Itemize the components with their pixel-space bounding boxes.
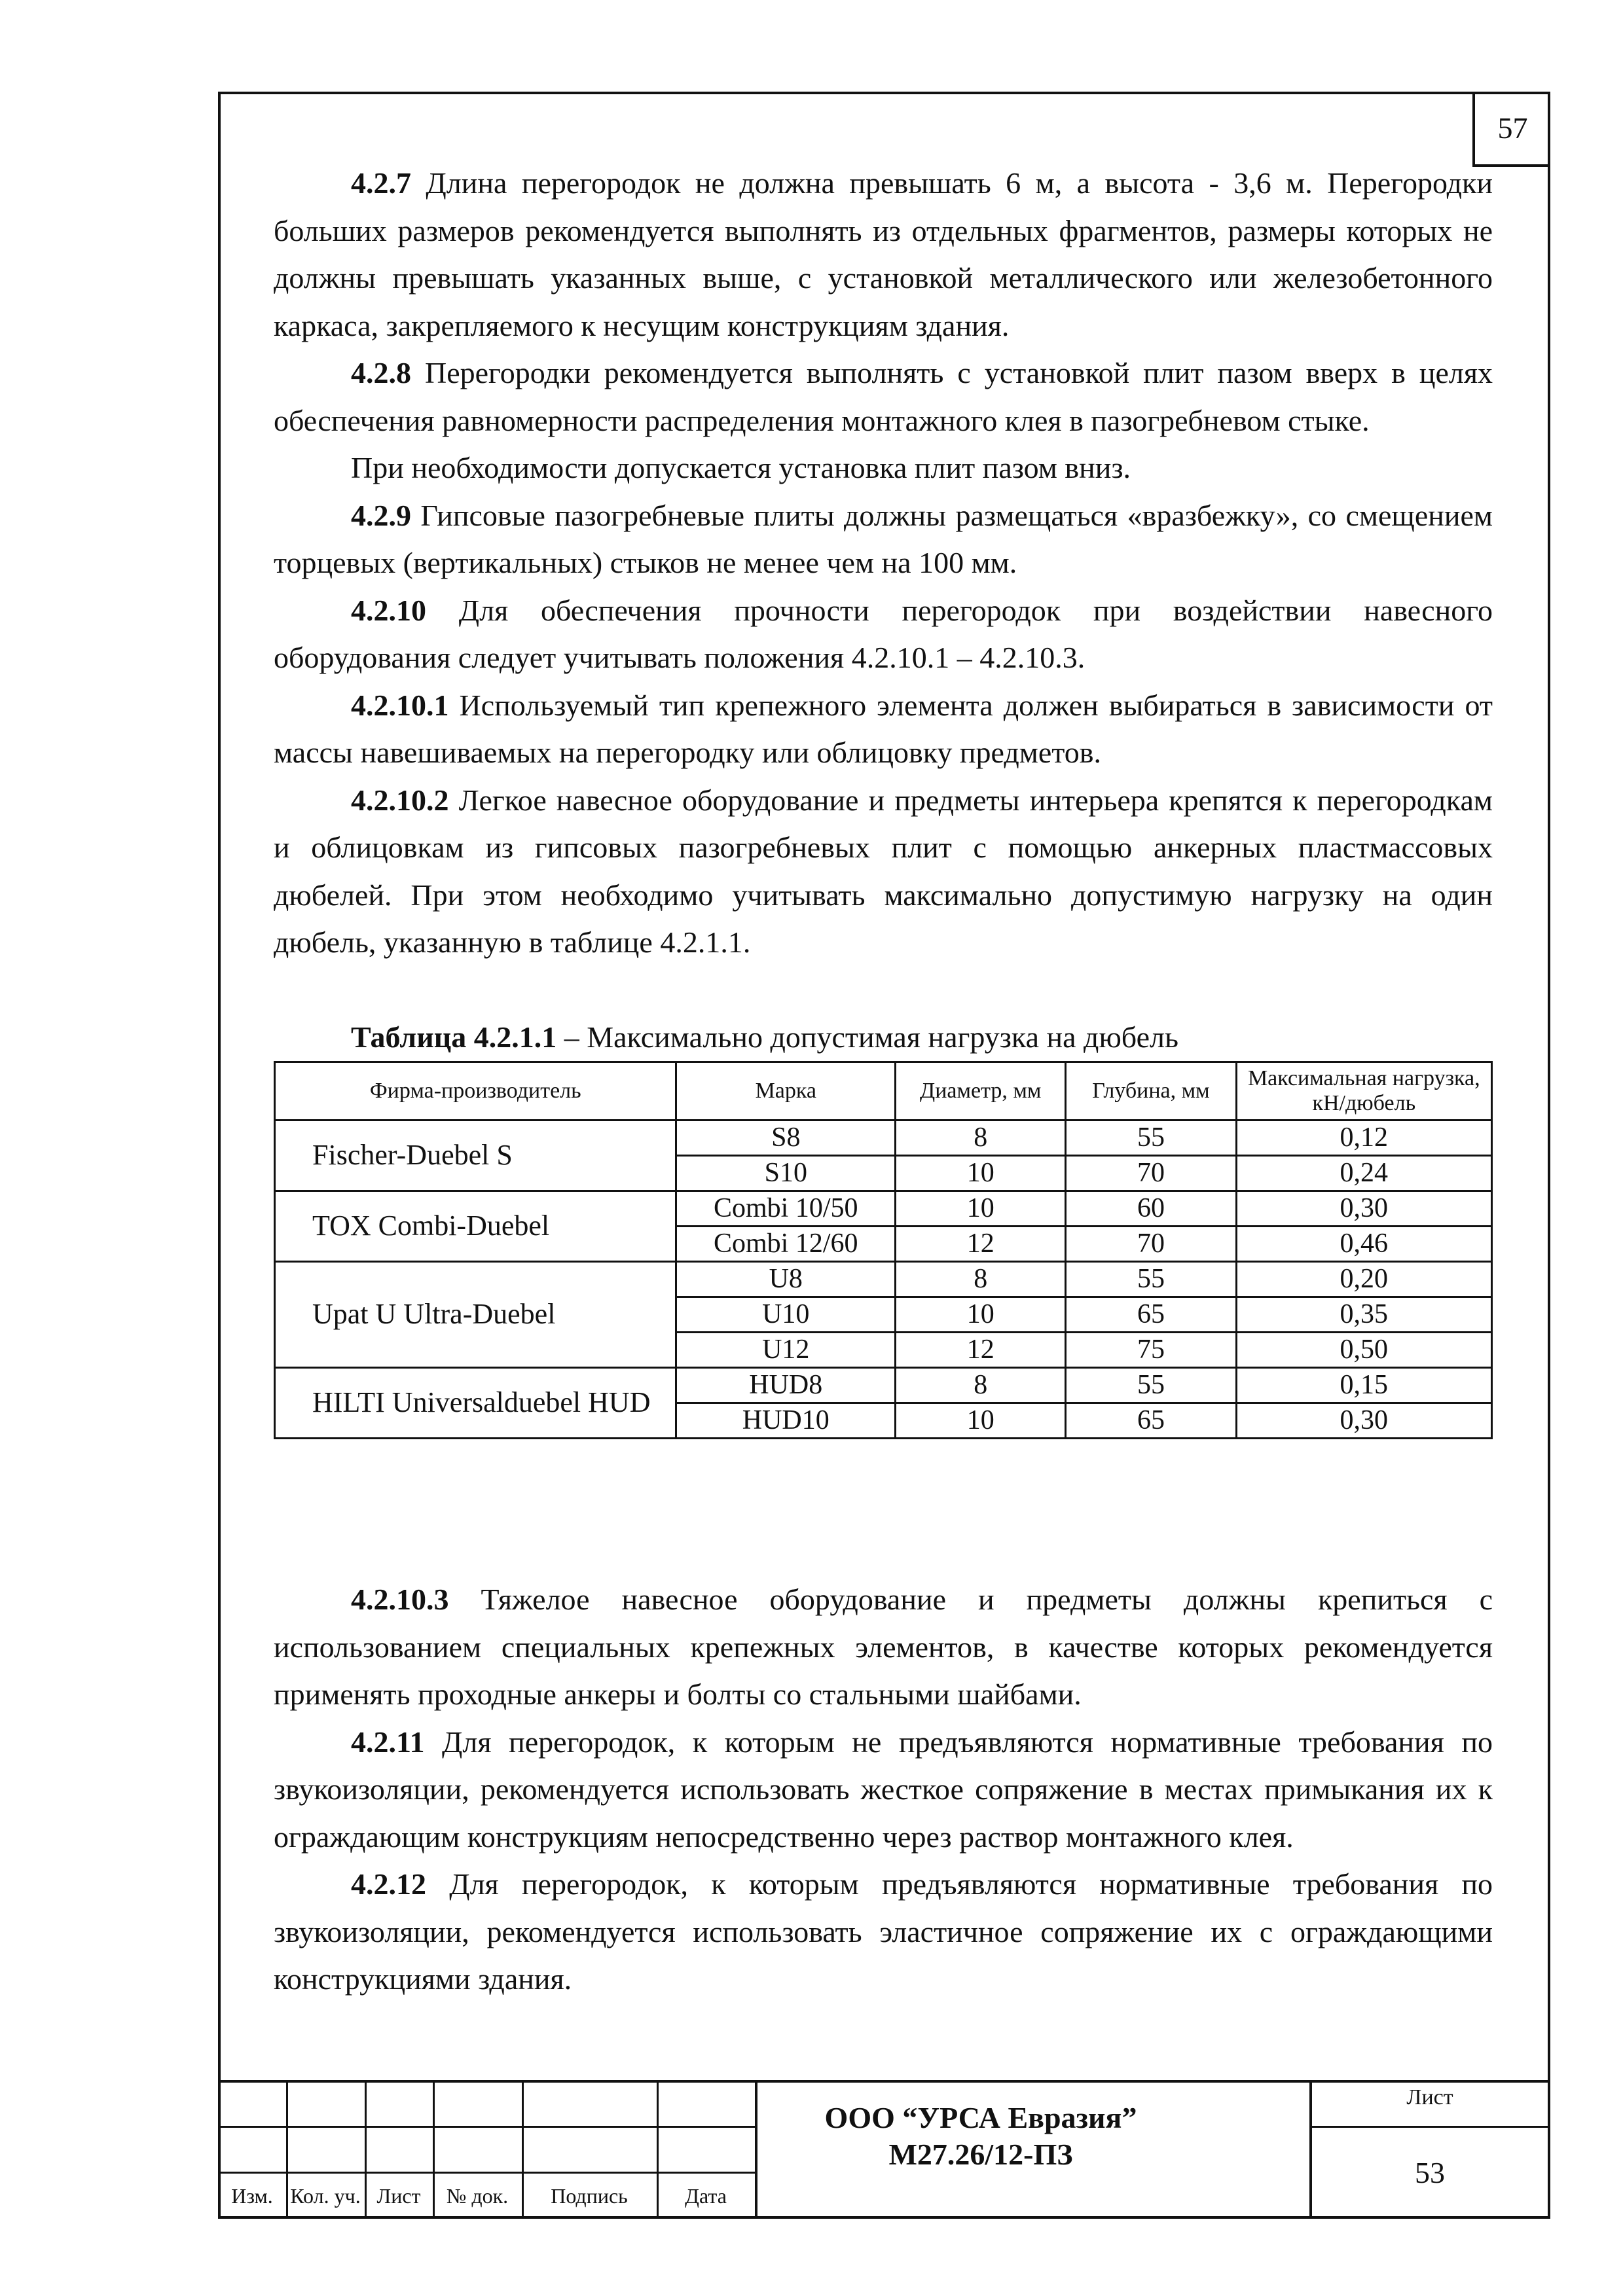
paragraph-4-2-11: 4.2.11 Для перегородок, к которым не предъявляются нормативные требования по звукоизоляции, рекомендуется использовать жесткое сопряжение в местах примыкания их к ограждающим конструкциям непосредственно через раствор монтажного клея. [274, 1725, 1493, 1854]
table-cell: 65 [1066, 1297, 1236, 1332]
paragraph-4-2-7: 4.2.7 Длина перегородок не должна превышать 6 м, а высота - 3,6 м. Перегородки больших размеров рекомендуется выполнять из отдельных фрагментов, размеры которых не должны превышать указанных выше, с установкой металлического или железобетонного каркаса, закрепляемого к несущим конструкциям здания. [274, 166, 1493, 342]
table-cell: 10 [896, 1403, 1066, 1438]
body-text-after-table [274, 1576, 1493, 2003]
table-cell: 0,24 [1236, 1155, 1491, 1191]
table-cell: S8 [676, 1120, 896, 1155]
table-cell: 0,50 [1236, 1332, 1491, 1367]
table-header-row [275, 1062, 1492, 1120]
col-label-date: Дата [685, 2184, 727, 2208]
header-brand: Марка [676, 1062, 896, 1120]
table-cell: Combi 10/50 [676, 1191, 896, 1226]
header-diameter: Диаметр, мм [896, 1062, 1066, 1120]
organization-name [755, 2100, 1207, 2173]
table-cell: 12 [896, 1226, 1066, 1261]
table-cell: 55 [1066, 1120, 1236, 1155]
sheet-label: Лист [1406, 2085, 1453, 2109]
firm-cell: TOX Combi-Duebel [275, 1191, 676, 1261]
table-cell: U10 [676, 1297, 896, 1332]
org-title: ООО “УРСА Евразия” [824, 2101, 1137, 2134]
table-cell: 0,20 [1236, 1261, 1491, 1297]
table-row [275, 1367, 1492, 1403]
table-cell: Combi 12/60 [676, 1226, 896, 1261]
table-cell: HUD10 [676, 1403, 896, 1438]
table-cell: 10 [896, 1191, 1066, 1226]
col-label-doc-num: № док. [446, 2184, 509, 2208]
table-row [275, 1191, 1492, 1226]
table-cell: 8 [896, 1261, 1066, 1297]
paragraph-note: При необходимости допускается установка плит пазом вниз. [351, 451, 1131, 484]
table-cell: 60 [1066, 1191, 1236, 1226]
table-row [275, 1261, 1492, 1297]
title-block [218, 2080, 1550, 2219]
paragraph-4-2-12: 4.2.12 Для перегородок, к которым предъявляются нормативные требования по звукоизоляции, рекомендуется использовать эластичное сопряжение их с ограждающими конструкциями здания. [274, 1867, 1493, 1996]
header-firm: Фирма-производитель [275, 1062, 676, 1120]
table-cell: 0,46 [1236, 1226, 1491, 1261]
table-cell: 65 [1066, 1403, 1236, 1438]
firm-cell: Fischer-Duebel S [275, 1120, 676, 1191]
table-cell: 0,35 [1236, 1297, 1491, 1332]
table-cell: 0,15 [1236, 1367, 1491, 1403]
table-cell: 0,30 [1236, 1191, 1491, 1226]
firm-cell: Upat U Ultra-Duebel [275, 1261, 676, 1367]
table-cell: 8 [896, 1367, 1066, 1403]
table-cell: 75 [1066, 1332, 1236, 1367]
header-max-load: Максимальная нагрузка, кН/дюбель [1236, 1062, 1491, 1120]
table-cell: 8 [896, 1120, 1066, 1155]
table-cell: 70 [1066, 1226, 1236, 1261]
table-caption: Таблица 4.2.1.1 – Максимально допустимая нагрузка на дюбель [351, 1020, 1178, 1054]
header-depth: Глубина, мм [1066, 1062, 1236, 1120]
paragraph-4-2-10: 4.2.10 Для обеспечения прочности перегородок при воздействии навесного оборудования следует учитывать положения 4.2.10.1 – 4.2.10.3. [274, 593, 1493, 674]
col-label-kol-uch: Кол. уч. [290, 2184, 361, 2208]
table-cell: 10 [896, 1297, 1066, 1332]
document-code: М27.26/12-ПЗ [888, 2138, 1073, 2171]
col-label-izm: Изм. [231, 2184, 273, 2208]
col-label-list: Лист [376, 2184, 421, 2208]
table-cell: 0,12 [1236, 1120, 1491, 1155]
body-text [274, 160, 1493, 1439]
col-label-signature: Подпись [551, 2184, 628, 2208]
table-cell: 70 [1066, 1155, 1236, 1191]
firm-cell: HILTI Universalduebel HUD [275, 1367, 676, 1438]
table-cell: 0,30 [1236, 1403, 1491, 1438]
table-cell: U12 [676, 1332, 896, 1367]
paragraph-4-2-9: 4.2.9 Гипсовые пазогребневые плиты должны размещаться «вразбежку», со смещением торцевых (вертикальных) стыков не менее чем на 100 мм. [274, 498, 1493, 579]
dowel-load-table [274, 1061, 1493, 1439]
paragraph-4-2-10-3: 4.2.10.3 Тяжелое навесное оборудование и предметы должны крепиться с использованием специальных крепежных элементов, в качестве которых рекомендуется применять проходные анкеры и болты со стальными шайбами. [274, 1583, 1493, 1711]
table-cell: 12 [896, 1332, 1066, 1367]
table-cell: HUD8 [676, 1367, 896, 1403]
paragraph-4-2-10-1: 4.2.10.1 Используемый тип крепежного элемента должен выбираться в зависимости от массы навешиваемых на перегородку или облицовку предметов. [274, 688, 1493, 769]
table-cell: U8 [676, 1261, 896, 1297]
page-number: 57 [1472, 92, 1550, 167]
table-cell: 55 [1066, 1367, 1236, 1403]
table-cell: 55 [1066, 1261, 1236, 1297]
sheet-number: 53 [1415, 2155, 1445, 2189]
table-row [275, 1120, 1492, 1155]
table-cell: S10 [676, 1155, 896, 1191]
paragraph-4-2-10-2: 4.2.10.2 Легкое навесное оборудование и предметы интерьера крепятся к перегородкам и облицовкам из гипсовых пазогребневых плит с помощью анкерных пластмассовых дюбелей. При этом необходимо учитывать максимально допустимую нагрузку на один дюбель, указанную в таблице 4.2.1.1. [274, 783, 1493, 959]
table-cell: 10 [896, 1155, 1066, 1191]
paragraph-4-2-8: 4.2.8 Перегородки рекомендуется выполнять с установкой плит пазом вверх в целях обеспечения равномерности распределения монтажного клея в пазогребневом стыке. [274, 356, 1493, 437]
